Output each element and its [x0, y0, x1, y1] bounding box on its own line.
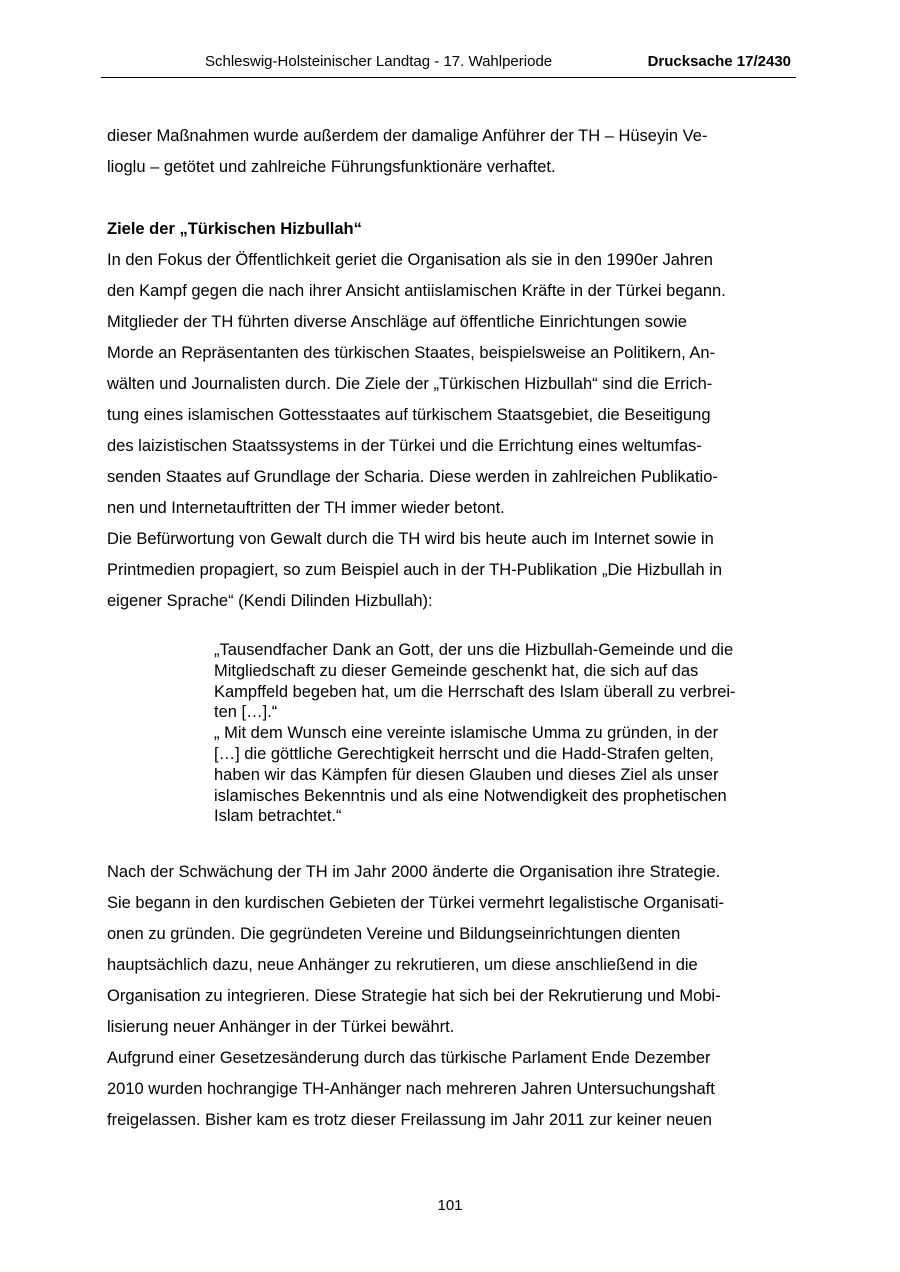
text-line: lioglu – getötet und zahlreiche Führungsfunktionäre verhaftet. — [107, 158, 556, 176]
text-line: tung eines islamischen Gottesstaates auf türkischem Staatsgebiet, die Beseitigung — [107, 406, 711, 424]
quote-line: „ Mit dem Wunsch eine vereinte islamische Umma zu gründen, in der — [214, 724, 719, 743]
text-line: Sie begann in den kurdischen Gebieten der Türkei vermehrt legalistische Organisati- — [107, 894, 724, 913]
paragraph-strategy — [107, 857, 797, 1043]
quote-spacer — [107, 839, 797, 857]
paragraph-spacer — [107, 183, 797, 214]
text-line: hauptsächlich dazu, neue Anhänger zu rekrutieren, um diese anschließend in die — [107, 956, 698, 975]
text-line: Die Befürwortung von Gewalt durch die TH wird bis heute auch im Internet sowie in — [107, 530, 714, 548]
document-number: Drucksache 17/2430 — [647, 53, 791, 70]
text-line: Printmedien propagiert, so zum Beispiel auch in der TH-Publikation „Die Hizbullah in — [107, 561, 723, 579]
text-line: Organisation zu integrieren. Diese Strategie hat sich bei der Rekrutierung und Mobi- — [107, 987, 721, 1006]
quote-line: ten […].“ — [214, 703, 278, 722]
text-line: freigelassen. Bisher kam es trotz dieser Freilassung im Jahr 2011 zur keiner neuen — [107, 1111, 712, 1130]
quote-spacer — [107, 617, 797, 635]
text-line: wälten und Journalisten durch. Die Ziele der „Türkischen Hizbullah“ sind die Errich- — [107, 375, 713, 393]
page-header — [101, 51, 796, 78]
text-line: eigener Sprache“ (Kendi Dilinden Hizbullah): — [107, 592, 433, 610]
quote-line: […] die göttliche Gerechtigkeit herrscht und die Hadd-Strafen gelten, — [214, 744, 714, 763]
quote-line: Islam betrachtet.“ — [214, 807, 342, 826]
text-line: den Kampf gegen die nach ihrer Ansicht antiislamischen Kräfte in der Türkei begann. — [107, 282, 726, 300]
text-line: In den Fokus der Öffentlichkeit geriet die Organisation als sie in den 1990er Jahren — [107, 251, 713, 269]
text-line: lisierung neuer Anhänger in der Türkei bewährt. — [107, 1018, 455, 1037]
text-line: Aufgrund einer Gesetzesänderung durch das türkische Parlament Ende Dezember — [107, 1049, 711, 1068]
text-line: Mitglieder der TH führten diverse Anschläge auf öffentliche Einrichtungen sowie — [107, 313, 687, 331]
paragraph-goals — [107, 245, 797, 524]
block-quote — [214, 635, 797, 839]
quote-line: haben wir das Kämpfen für diesen Glauben und dieses Ziel als unser — [214, 765, 719, 784]
text-line: Nach der Schwächung der TH im Jahr 2000 änderte die Organisation ihre Strategie. — [107, 863, 721, 882]
text-line: nen und Internetauftritten der TH immer wieder betont. — [107, 499, 505, 517]
text-line: senden Staates auf Grundlage der Scharia. Diese werden in zahlreichen Publikatio- — [107, 468, 718, 486]
section-heading: Ziele der „Türkischen Hizbullah“ — [107, 220, 362, 238]
header-title: Schleswig-Holsteinischer Landtag - 17. Wahlperiode — [205, 53, 553, 70]
quote-line: Mitgliedschaft zu dieser Gemeinde geschenkt hat, die sich auf das — [214, 661, 699, 680]
page-number: 101 — [437, 1197, 463, 1214]
text-line: dieser Maßnahmen wurde außerdem der damalige Anführer der TH – Hüseyin Ve- — [107, 127, 708, 145]
text-line: Morde an Repräsentanten des türkischen Staates, beispielsweise an Politikern, An- — [107, 344, 716, 362]
text-line: onen zu gründen. Die gegründeten Vereine und Bildungseinrichtungen dienten — [107, 925, 681, 944]
text-line: des laizistischen Staatssystems in der Türkei und die Errichtung eines weltumfas- — [107, 437, 702, 455]
paragraph-violence — [107, 524, 797, 617]
text-line: 2010 wurden hochrangige TH-Anhänger nach mehreren Jahren Untersuchungshaft — [107, 1080, 715, 1099]
quote-line: Kampffeld begeben hat, um die Herrschaft des Islam überall zu verbrei- — [214, 682, 736, 701]
paragraph-release — [107, 1043, 797, 1136]
intro-paragraph — [107, 121, 797, 183]
quote-line: „Tausendfacher Dank an Gott, der uns die Hizbullah-Gemeinde und die — [214, 641, 734, 659]
quote-line: islamisches Bekenntnis und als eine Notwendigkeit des prophetischen — [214, 786, 727, 805]
document-body — [107, 121, 797, 1136]
